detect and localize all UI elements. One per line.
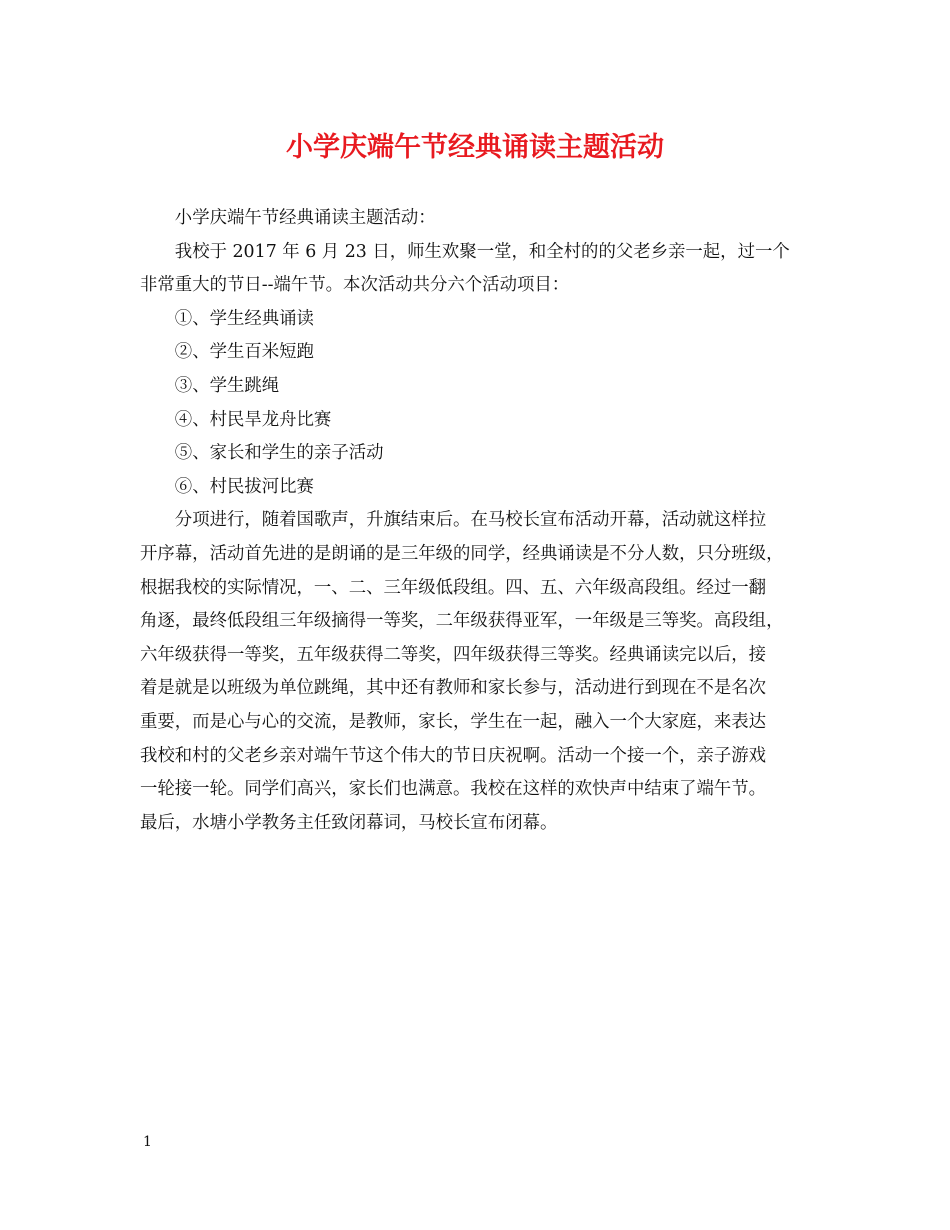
paragraph-2-line: 角逐，最终低段组三年级摘得一等奖，二年级获得亚军，一年级是三等奖。高段组， xyxy=(140,611,784,632)
paragraph-2-line: 开序幕，活动首先进的是朗诵的是三年级的同学，经典诵读是不分人数，只分班级， xyxy=(140,543,784,564)
activity-list xyxy=(140,303,815,505)
paragraph-1-line: 我校于 2017 年 6 月 23 日，师生欢聚一堂，和全村的的父老乡亲一起，过一个 xyxy=(174,241,790,262)
activity-list-item: ①、学生经典诵读 xyxy=(174,308,314,329)
paragraph-2-line: 根据我校的实际情况，一、二、三年级低段组。四、五、六年级高段组。经过一翻 xyxy=(140,577,767,598)
intro-line: 小学庆端午节经典诵读主题活动： xyxy=(174,208,436,228)
document-title: 小学庆端午节经典诵读主题活动 xyxy=(286,132,664,163)
activity-list-item: ④、村民旱龙舟比赛 xyxy=(174,409,332,430)
activity-list-item: ⑤、家长和学生的亲子活动 xyxy=(174,443,384,464)
paragraph-2-line: 一轮接一轮。同学们高兴，家长们也满意。我校在这样的欢快声中结束了端午节。 xyxy=(140,779,767,800)
paragraph-1-line: 非常重大的节日--端午节。本次活动共分六个活动项目： xyxy=(140,275,570,296)
paragraph-2 xyxy=(140,504,815,840)
paragraph-2-line: 六年级获得一等奖，五年级获得二等奖，四年级获得三等奖。经典诵读完以后，接 xyxy=(140,644,767,665)
paragraph-2-line: 分项进行，随着国歌声，升旗结束后。在马校长宣布活动开幕，活动就这样拉 xyxy=(174,510,767,531)
activity-list-item: ③、学生跳绳 xyxy=(174,375,280,396)
document-body xyxy=(140,202,815,840)
page-number: 1 xyxy=(143,1134,152,1150)
activity-list-item: ⑥、村民拔河比赛 xyxy=(174,476,314,497)
paragraph-2-line: 最后，水塘小学教务主任致闭幕词，马校长宣布闭幕。 xyxy=(140,812,558,833)
paragraph-1 xyxy=(140,236,815,303)
paragraph-2-line: 重要，而是心与心的交流，是教师，家长，学生在一起，融入一个大家庭，来表达 xyxy=(140,711,767,732)
paragraph-2-line: 我校和村的父老乡亲对端午节这个伟大的节日庆祝啊。活动一个接一个，亲子游戏 xyxy=(140,745,767,766)
activity-list-item: ②、学生百米短跑 xyxy=(174,342,314,363)
paragraph-2-line: 着是就是以班级为单位跳绳，其中还有教师和家长参与，活动进行到现在不是名次 xyxy=(140,678,767,699)
